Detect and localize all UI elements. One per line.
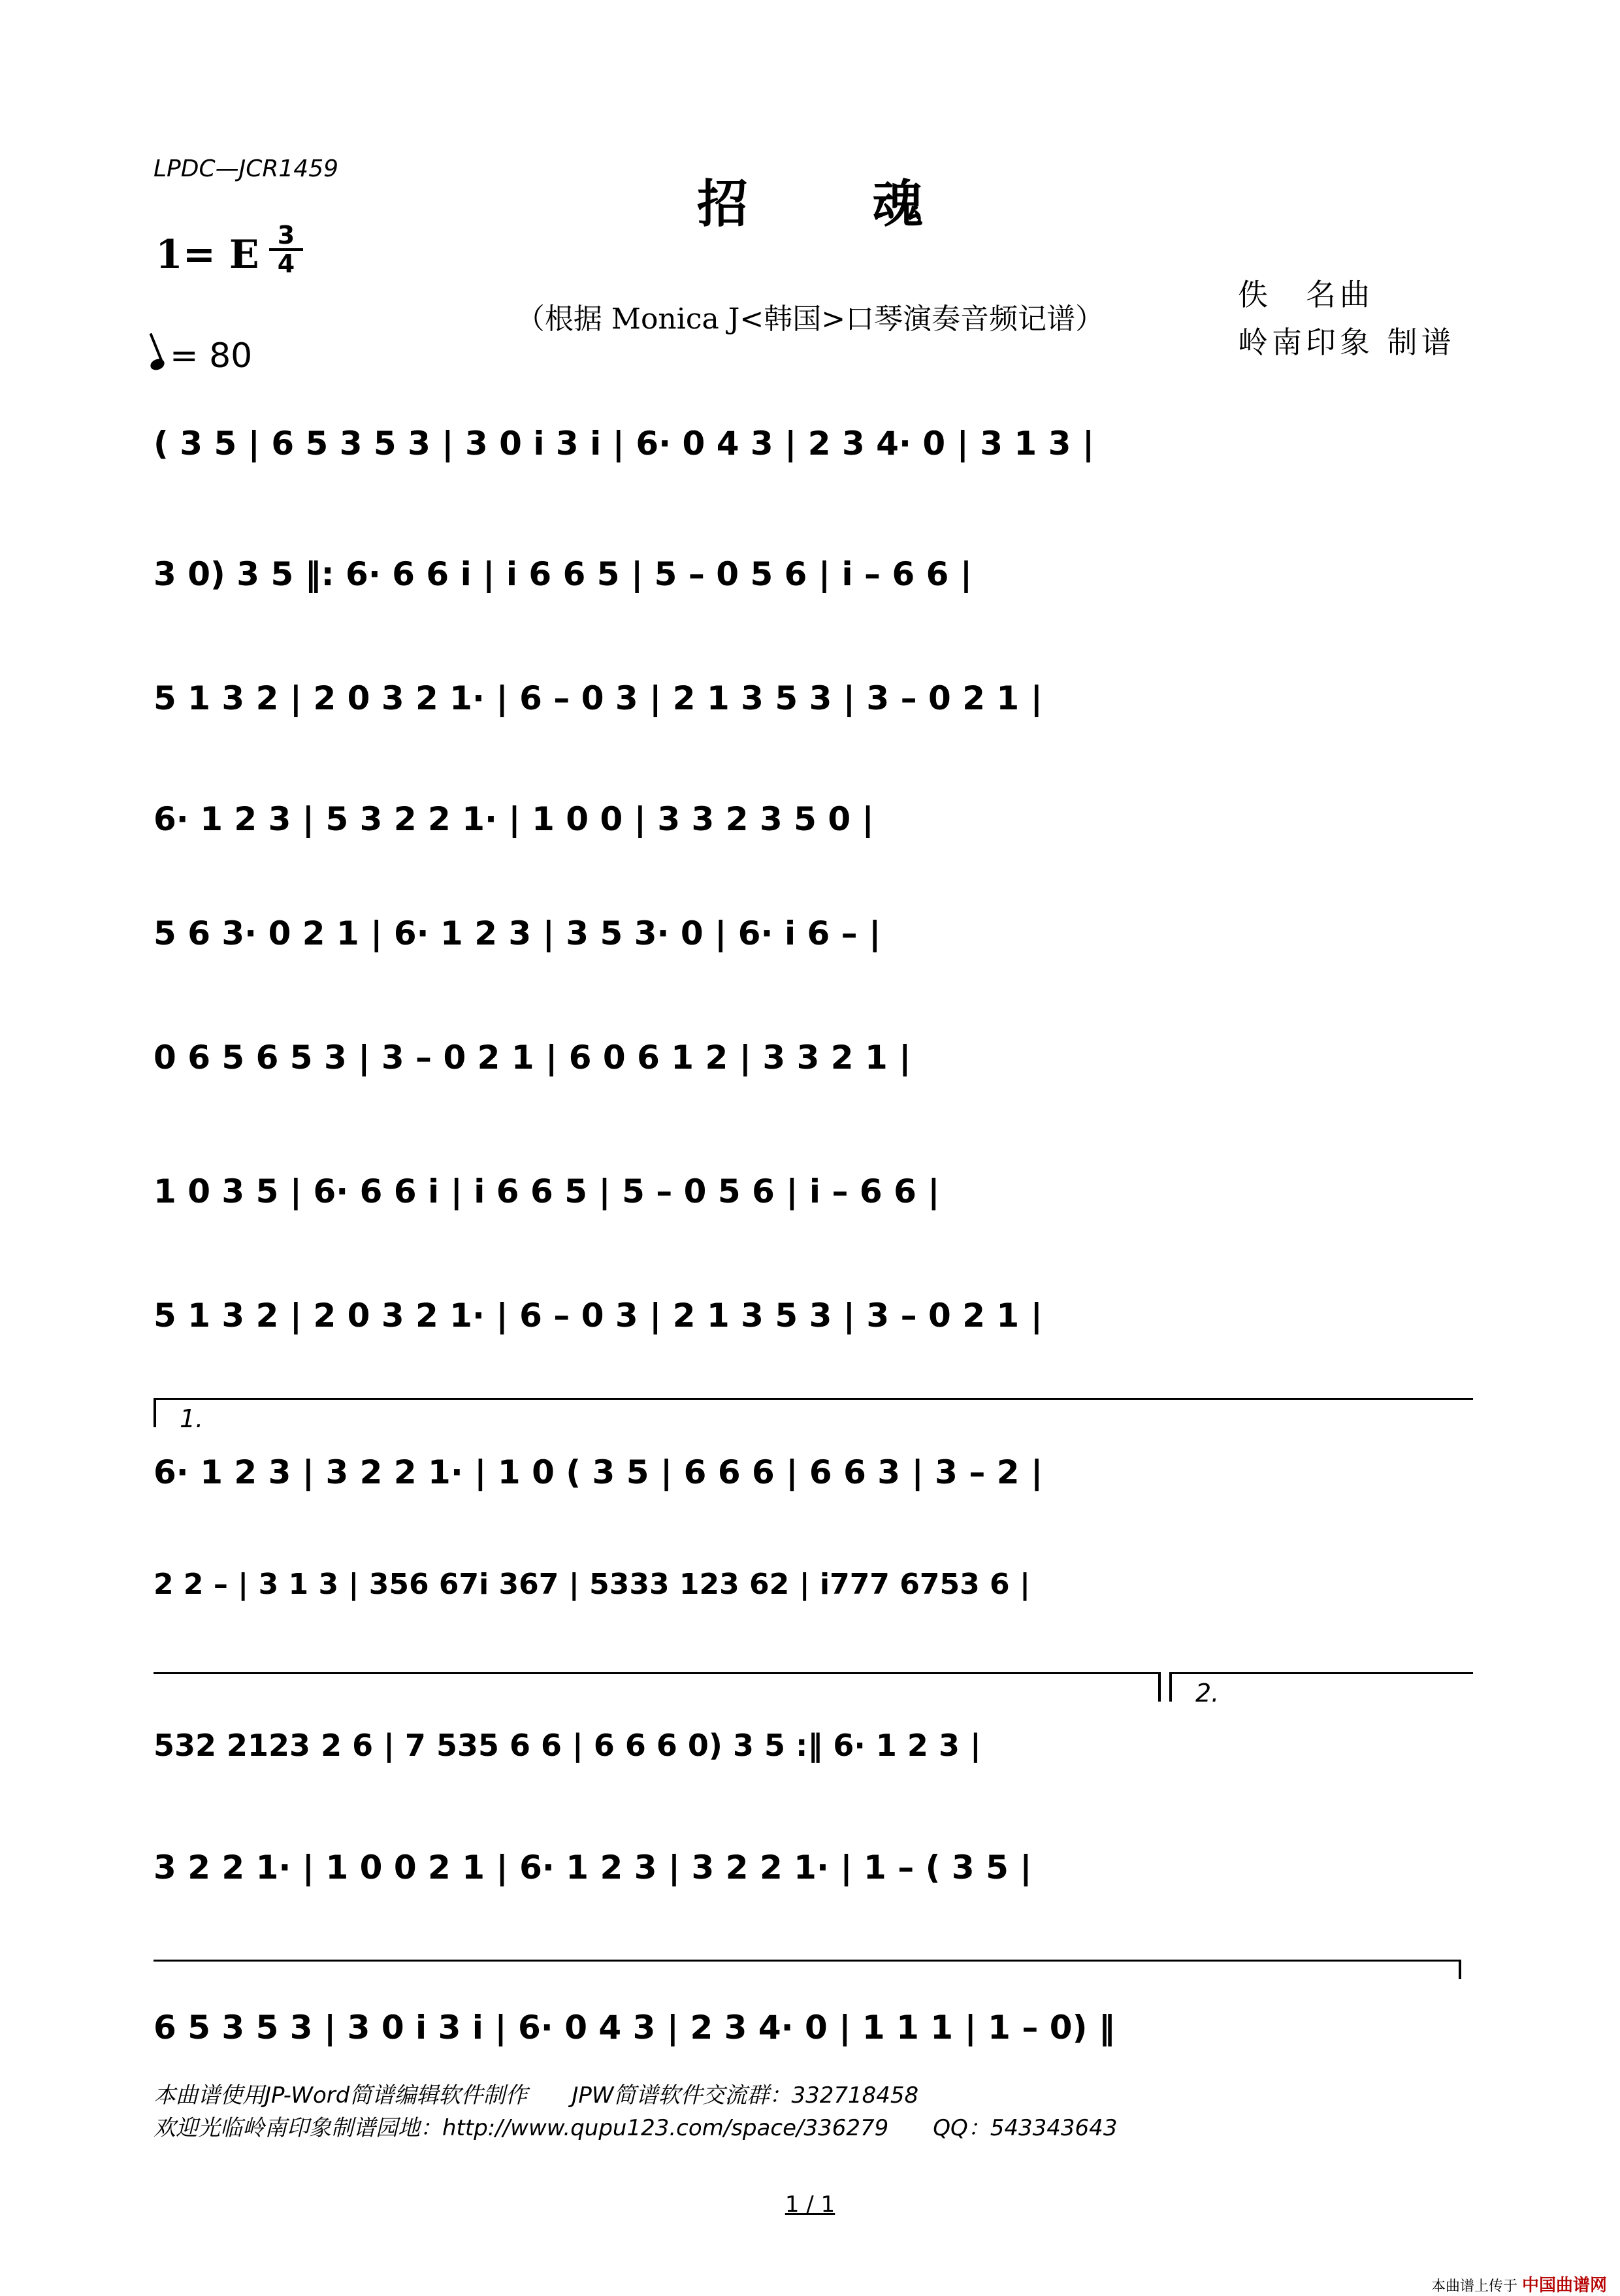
volta-1-hook	[154, 1398, 156, 1427]
time-signature	[269, 222, 303, 277]
footer-line-2: 欢迎光临岭南印象制谱园地：http://www.qupu123.com/space/336279 QQ：543343643	[154, 2115, 1118, 2141]
page-title: 招魂	[696, 174, 1047, 234]
score-row-13: 6 5 3 5 3 | 3 0 i 3 i | 6· 0 4 3 | 2 3 4· 0 | 1 1 1 | 1 – 0) ‖	[154, 2009, 1115, 2046]
score-row-3: 5 1 3 2 | 2 0 3 2 1· | 6 – 0 3 | 2 1 3 5 3 | 3 – 0 2 1 |	[154, 679, 1043, 717]
volta-1-end-bracket	[154, 1672, 1159, 1674]
composer-credit: 佚 名曲	[1238, 277, 1374, 312]
ending-bracket	[154, 1960, 1460, 1962]
score-code: LPDC—JCR1459	[154, 155, 339, 182]
score-row-6: 0 6 5 6 5 3 | 3 – 0 2 1 | 6 0 6 1 2 | 3 3 2 1 |	[154, 1039, 911, 1076]
site-name: 中国曲谱网	[1521, 2276, 1607, 2295]
footer-line-1: 本曲谱使用JP-Word简谱编辑软件制作 JPW简谱软件交流群：332718458	[154, 2082, 919, 2109]
ending-hook	[1459, 1960, 1461, 1979]
meter-top: 3	[277, 221, 295, 250]
score-row-2: 3 0) 3 5 ‖: 6· 6 6 i | i 6 6 5 | 5 – 0 5 6 | i – 6 6 |	[154, 555, 973, 593]
tempo-marking	[150, 336, 252, 376]
score-row-9: 6· 1 2 3 | 3 2 2 1· | 1 0 ( 3 5 | 6 6 6 | 6 6 3 | 3 – 2 |	[154, 1453, 1043, 1491]
volta-1-bracket	[154, 1398, 1473, 1400]
tempo-value: = 80	[170, 336, 253, 376]
score-row-11: 532 2123 2 6 | 7 535 6 6 | 6 6 6 0) 3 5 :‖ 6· 1 2 3 |	[154, 1728, 981, 1763]
score-row-10: 2 2 – | 3 1 3 | 356 67i 367 | 5333 123 62 | i777 6753 6 |	[154, 1568, 1031, 1601]
score-row-7: 1 0 3 5 | 6· 6 6 i | i 6 6 5 | 5 – 0 5 6 | i – 6 6 |	[154, 1172, 940, 1210]
volta-2-hook	[1169, 1672, 1172, 1702]
volta-2-bracket	[1169, 1672, 1473, 1674]
quarter-note-icon	[149, 357, 166, 372]
score-row-4: 6· 1 2 3 | 5 3 2 2 1· | 1 0 0 | 3 3 2 3 5 0 |	[154, 800, 874, 838]
score-row-5: 5 6 3· 0 2 1 | 6· 1 2 3 | 3 5 3· 0 | 6· i 6 – |	[154, 914, 881, 952]
volta-1-end-hook	[1158, 1672, 1161, 1702]
page-number: 1 / 1	[785, 2191, 835, 2218]
arranger-credit: 岭南印象 制谱	[1238, 325, 1455, 360]
site-watermark	[1431, 2272, 1607, 2296]
meter-bottom: 4	[269, 248, 303, 277]
volta-2-label: 2.	[1195, 1679, 1220, 1707]
subtitle: （根据 Monica J<韩国>口琴演奏音频记谱）	[515, 302, 1105, 336]
upload-text: 本曲谱上传于	[1431, 2278, 1517, 2295]
score-row-12: 3 2 2 1· | 1 0 0 2 1 | 6· 1 2 3 | 3 2 2 1· | 1 – ( 3 5 |	[154, 1849, 1032, 1886]
score-row-8: 5 1 3 2 | 2 0 3 2 1· | 6 – 0 3 | 2 1 3 5 3 | 3 – 0 2 1 |	[154, 1297, 1043, 1334]
score-row-1: ( 3 5 | 6 5 3 5 3 | 3 0 i 3 i | 6· 0 4 3 | 2 3 4· 0 | 3 1 3 |	[154, 425, 1095, 462]
volta-1-label: 1.	[180, 1404, 204, 1433]
key-signature: 1= E	[155, 232, 259, 278]
